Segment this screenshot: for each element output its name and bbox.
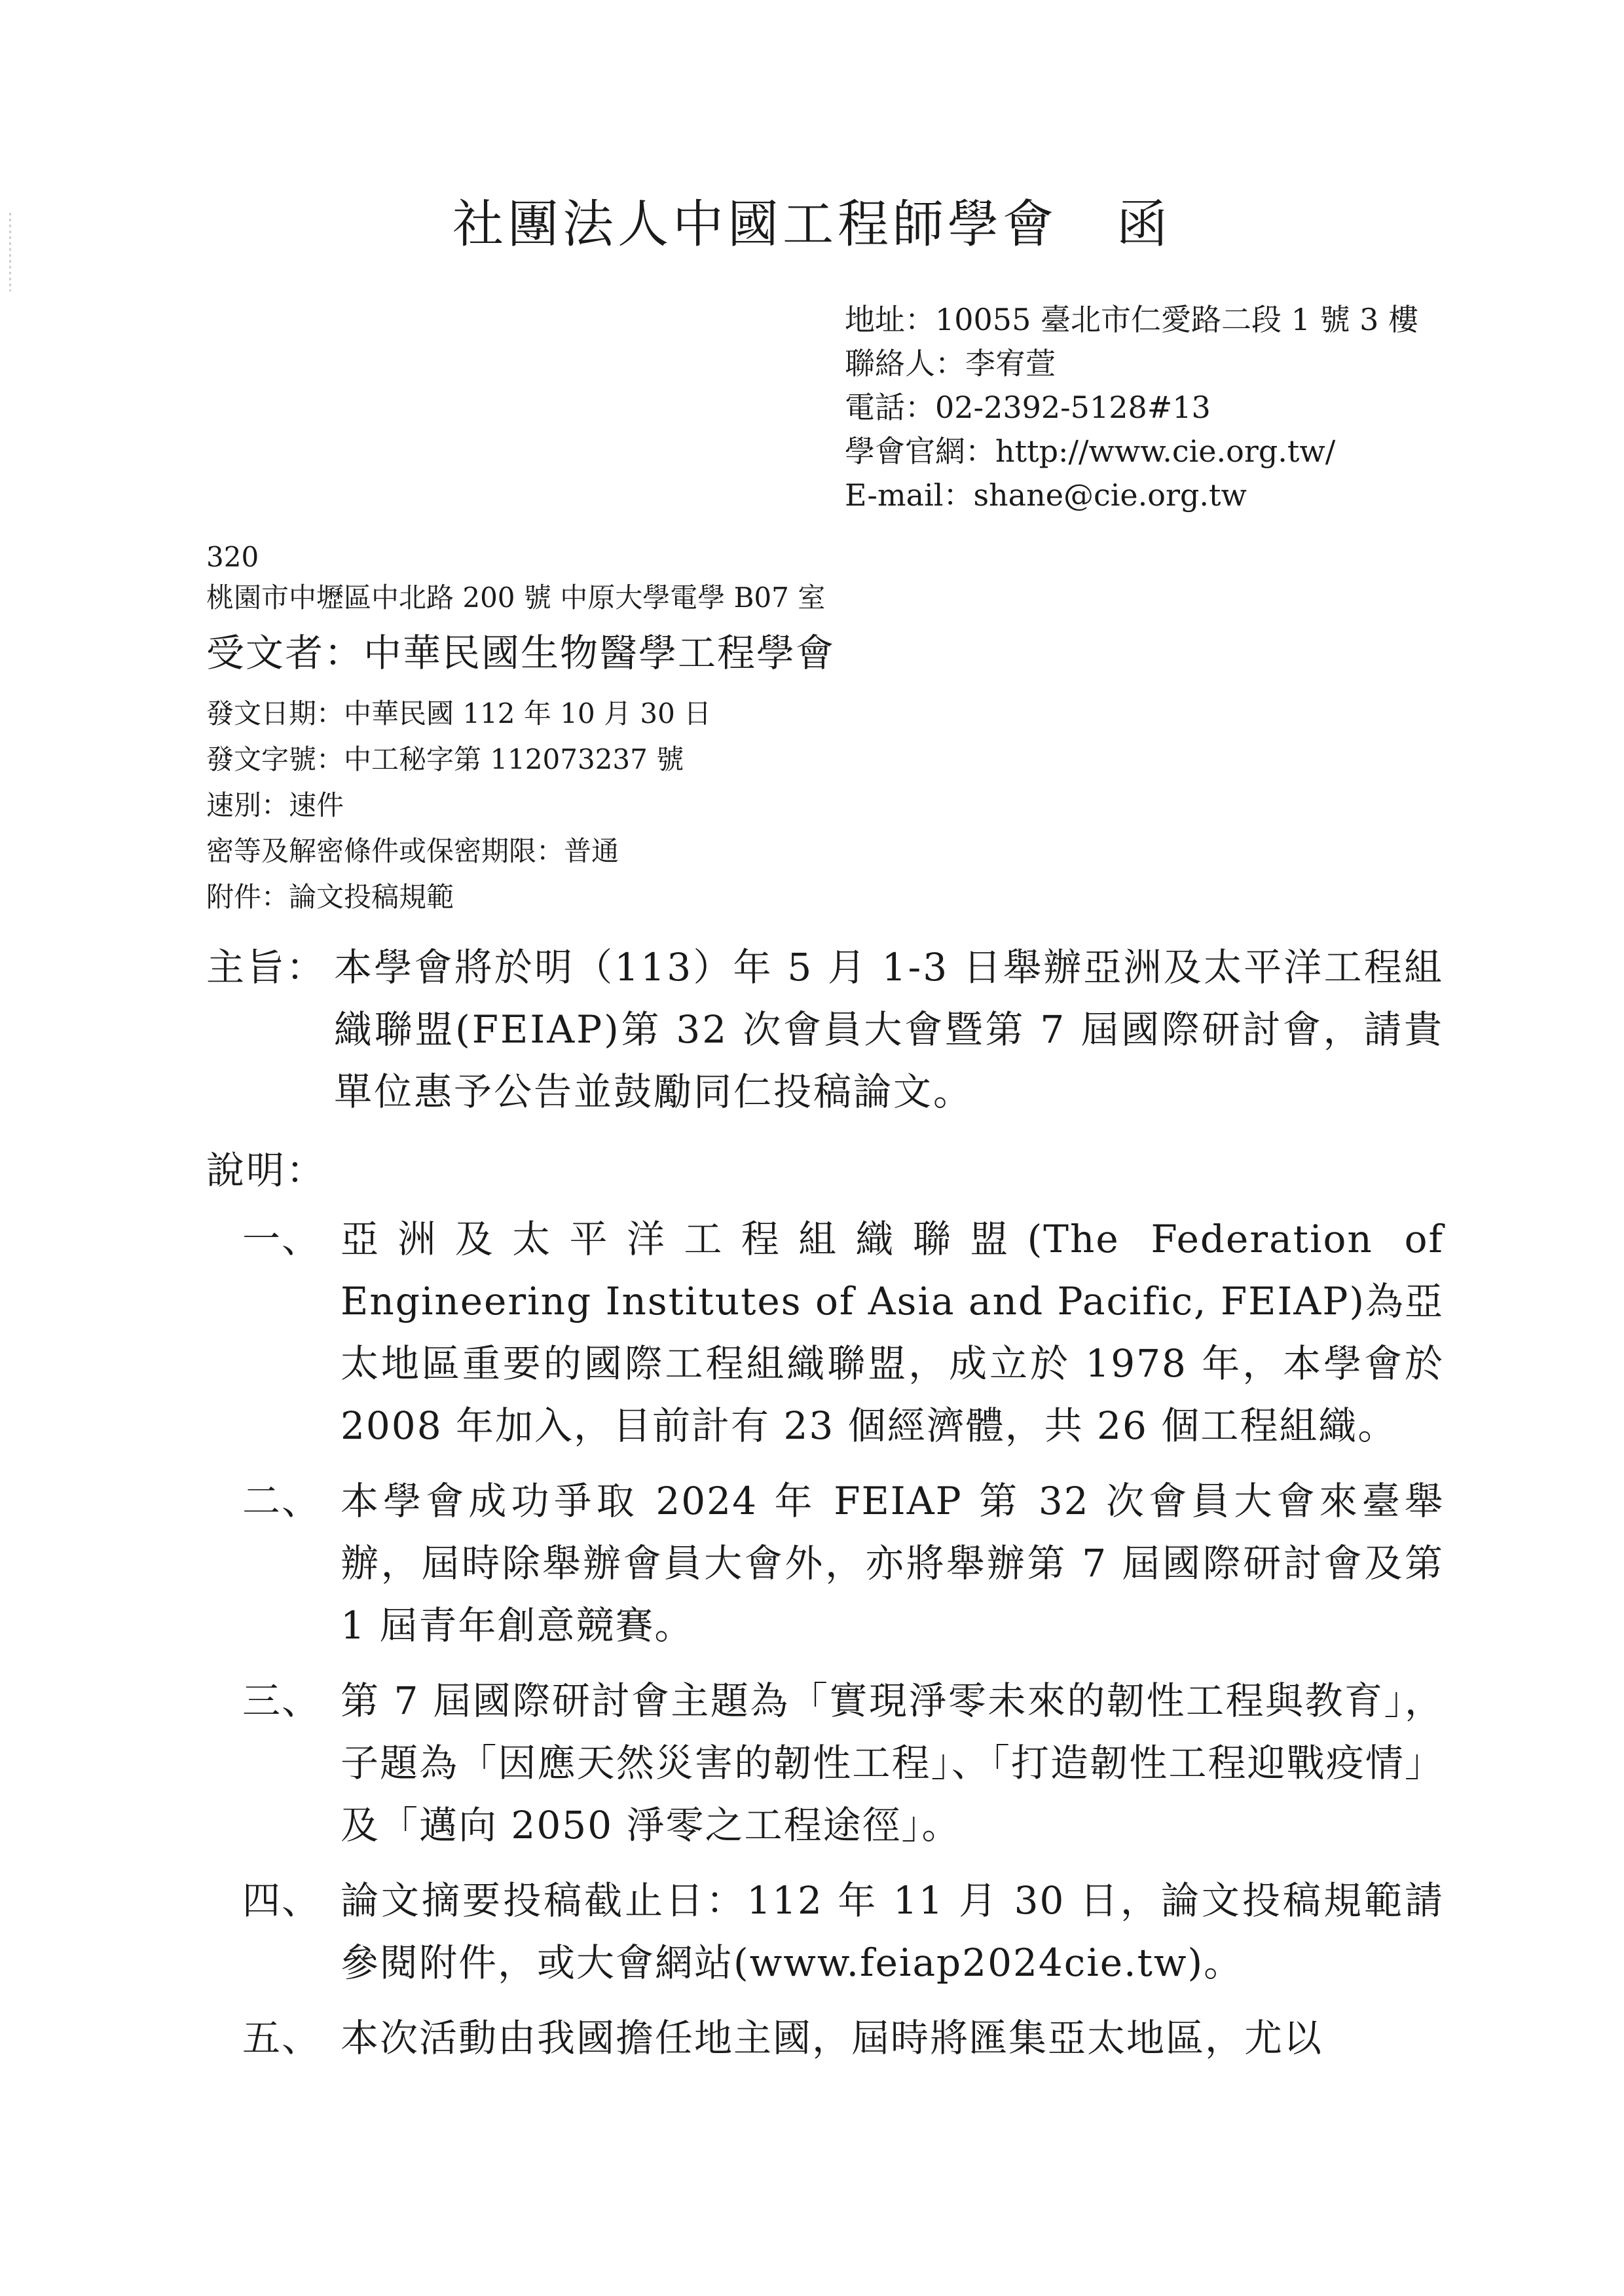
secrecy-level: 密等及解密條件或保密期限：普通 [206,835,619,867]
recipient-address-block [206,537,825,618]
explanation-items [242,1208,1444,2083]
item-text: 本次活動由我國擔任地主國，屆時將匯集亞太地區，尤以 [341,2016,1323,2060]
issue-date: 發文日期：中華民國 112 年 10 月 30 日 [206,697,712,730]
item-text: 論文摘要投稿截止日：112 年 11 月 30 日，論文投稿規範請參閱附件，或大會網站(www.feiap2024cie.tw)。 [341,1878,1444,1985]
sender-contact: 聯絡人：李宥萱 [845,346,1056,381]
document-number: 發文字號：中工秘字第 112073237 號 [206,743,684,775]
list-item [242,1870,1444,1994]
sender-info [845,298,1418,517]
document-title [0,183,1624,257]
list-item [242,2007,1444,2069]
list-item [242,1470,1444,1657]
org-name: 社團法人中國工程師學會 [452,195,1058,254]
recipient: 受文者：中華民國生物醫學工程學會 [206,631,836,675]
item-number: 五、 [242,2016,322,2060]
document-meta [206,691,711,920]
subject-section [206,936,1444,1123]
item-text: 本學會成功爭取 2024 年 FEIAP 第 32 次會員大會來臺舉辦，屆時除舉辦會員大會外，亦將舉辦第 7 屆國際研討會及第 1 屆青年創意競賽。 [341,1479,1444,1648]
list-item [242,1208,1444,1457]
sender-website: 學會官網：http://www.cie.org.tw/ [845,434,1336,469]
postal-code: 320 [206,541,259,573]
item-number: 四、 [242,1878,322,1923]
item-text: 第 7 屆國際研討會主題為「實現淨零未來的韌性工程與教育」，子題為「因應天然災害的韌性工程」、「打造韌性工程迎戰疫情」及「邁向 2050 淨零之工程途徑」。 [341,1678,1444,1847]
subject-text: 本學會將於明（113）年 5 月 1-3 日舉辦亞洲及太平洋工程組織聯盟(FEIAP)第 32 次會員大會暨第 7 屆國際研討會，請貴單位惠予公告並鼓勵同仁投稿論文。 [334,945,1444,1114]
subject-label: 主旨： [206,945,327,990]
item-number: 一、 [242,1217,322,1261]
item-text: 亞洲及太平洋工程組織聯盟(The Federation of Engineering Institutes of Asia and Pacific, FEIAP)為亞太地區重要的國際工程組織聯盟，成立於 1978 年，本學會於 2008 年加入，目前計有 23 個經濟體，共 26 個工程組織。 [341,1217,1444,1448]
doc-type: 函 [1116,195,1172,254]
item-number: 二、 [242,1479,322,1523]
item-number: 三、 [242,1678,322,1723]
attachment: 附件：論文投稿規範 [206,881,454,913]
sender-email: E-mail：shane@cie.org.tw [845,477,1247,513]
recipient-address: 桃園市中壢區中北路 200 號 中原大學電學 B07 室 [206,582,826,614]
delivery-speed: 速別：速件 [206,789,344,821]
sender-phone: 電話：02-2392-5128#13 [845,390,1211,425]
explanation-label: 說明： [206,1148,327,1193]
sender-address: 地址：10055 臺北市仁愛路二段 1 號 3 樓 [845,302,1418,337]
list-item [242,1670,1444,1857]
